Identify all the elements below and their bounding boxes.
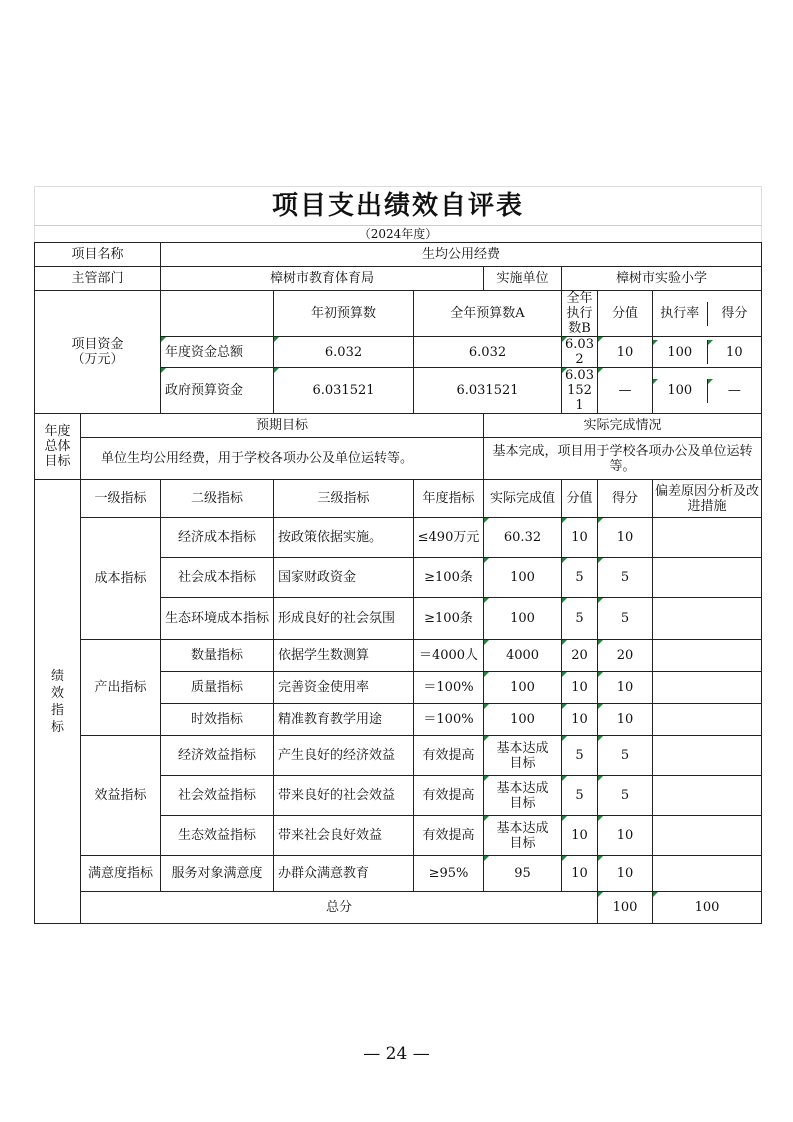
indicator-deviation <box>653 856 762 892</box>
indicator-score-got: 20 <box>598 640 653 672</box>
indicator-deviation <box>653 598 762 640</box>
indicator-target: ≥100条 <box>414 558 484 598</box>
group-output-name: 产出指标 <box>81 640 161 736</box>
indicator-l3: 产生良好的经济效益 <box>274 736 414 776</box>
total-score-got: 100 <box>653 892 762 924</box>
funds-header-1: 全年预算数A <box>414 291 562 337</box>
indicator-l3: 形成良好的社会氛围 <box>274 598 414 640</box>
indicator-score-got: 10 <box>598 856 653 892</box>
perf-header-6: 得分 <box>598 480 653 518</box>
indicator-score-value: 10 <box>562 704 598 736</box>
indicator-l2: 质量指标 <box>161 672 274 704</box>
perf-label <box>35 480 81 924</box>
indicator-actual: 60.32 <box>484 518 562 558</box>
indicator-l3: 办群众满意教育 <box>274 856 414 892</box>
perf-header-1: 二级指标 <box>161 480 274 518</box>
indicator-actual: 100 <box>484 704 562 736</box>
group-benefit-name: 效益指标 <box>81 736 161 856</box>
funds-row-gov-cell: 100 <box>653 379 708 403</box>
indicator-deviation <box>653 736 762 776</box>
perf-header-0: 一级指标 <box>81 480 161 518</box>
perf-header-2: 三级指标 <box>274 480 414 518</box>
goals-label-text: 年度总体目标 <box>44 424 71 469</box>
indicator-score-value: 10 <box>562 518 598 558</box>
funds-header-4 <box>653 291 762 337</box>
indicator-target: 有效提高 <box>414 776 484 816</box>
evaluation-table <box>34 186 762 924</box>
funds-label <box>35 291 161 414</box>
funds-row-total-cell: 6.032 <box>562 337 598 368</box>
indicator-l3: 国家财政资金 <box>274 558 414 598</box>
indicator-score-got: 10 <box>598 518 653 558</box>
indicator-score-value: 5 <box>562 558 598 598</box>
goals-expected-text: 单位生均公用经费，用于学校各项办公及单位运转等。 <box>81 438 484 480</box>
indicator-score-got: 10 <box>598 704 653 736</box>
funds-row-gov-pair <box>653 368 762 414</box>
indicator-l3: 带来良好的社会效益 <box>274 776 414 816</box>
funds-row-total-cell: 6.032 <box>414 337 562 368</box>
funds-header-0: 年初预算数 <box>274 291 414 337</box>
funds-row-total-pair <box>653 337 762 368</box>
project-name-value: 生均公用经费 <box>161 243 762 267</box>
indicator-actual <box>484 816 562 856</box>
indicator-score-got: 5 <box>598 558 653 598</box>
indicator-l2: 生态效益指标 <box>161 816 274 856</box>
dept-value: 樟树市教育体育局 <box>161 267 484 291</box>
indicator-score-got: 5 <box>598 776 653 816</box>
indicator-score-got: 10 <box>598 672 653 704</box>
indicator-actual: 100 <box>484 558 562 598</box>
impl-value: 樟树市实验小学 <box>562 267 762 291</box>
goals-actual-header: 实际完成情况 <box>484 414 762 438</box>
indicator-l2: 经济效益指标 <box>161 736 274 776</box>
indicator-actual: 100 <box>484 672 562 704</box>
indicator-deviation <box>653 518 762 558</box>
indicator-l3: 精准教育教学用途 <box>274 704 414 736</box>
goals-expected-header: 预期目标 <box>81 414 484 438</box>
funds-row-gov-cell: 6.031521 <box>414 368 562 414</box>
perf-label-text: 绩效指标 <box>50 668 64 735</box>
funds-header-5-text: 得分 <box>721 306 748 321</box>
funds-row-gov-cell: — <box>708 379 762 403</box>
group-cost-name: 成本指标 <box>81 518 161 640</box>
indicator-l2: 服务对象满意度 <box>161 856 274 892</box>
funds-label-text: 项目资金（万元） <box>71 337 124 367</box>
indicator-score-value: 10 <box>562 672 598 704</box>
indicator-score-value: 5 <box>562 598 598 640</box>
funds-row-gov-label: 政府预算资金 <box>161 368 274 414</box>
indicator-l2: 经济成本指标 <box>161 518 274 558</box>
perf-header-3: 年度指标 <box>414 480 484 518</box>
indicator-score-value: 10 <box>562 816 598 856</box>
indicator-l3: 按政策依据实施。 <box>274 518 414 558</box>
group-satisfaction-name: 满意度指标 <box>81 856 161 892</box>
indicator-score-value: 5 <box>562 776 598 816</box>
funds-row-gov-cell: 6.031521 <box>562 368 598 414</box>
funds-row-total-label: 年度资金总额 <box>161 337 274 368</box>
goals-actual-text: 基本完成，项目用于学校各项办公及单位运转等。 <box>484 438 762 480</box>
indicator-actual-text: 基本达成目标 <box>496 780 549 811</box>
indicator-target: 有效提高 <box>414 736 484 776</box>
total-score-value: 100 <box>598 892 653 924</box>
indicator-l2: 数量指标 <box>161 640 274 672</box>
indicator-actual: 95 <box>484 856 562 892</box>
indicator-actual <box>484 736 562 776</box>
indicator-deviation <box>653 816 762 856</box>
funds-row-total-cell: 10 <box>708 340 762 364</box>
indicator-deviation <box>653 640 762 672</box>
indicator-score-got: 5 <box>598 598 653 640</box>
indicator-actual <box>484 776 562 816</box>
indicator-score-value: 5 <box>562 736 598 776</box>
indicator-l3: 带来社会良好效益 <box>274 816 414 856</box>
impl-label: 实施单位 <box>484 267 562 291</box>
perf-header-7: 偏差原因分析及改进措施 <box>653 480 762 518</box>
funds-row-total-cell: 6.032 <box>274 337 414 368</box>
indicator-l3: 完善资金使用率 <box>274 672 414 704</box>
indicator-actual: 100 <box>484 598 562 640</box>
indicator-l2: 社会成本指标 <box>161 558 274 598</box>
total-label: 总分 <box>81 892 598 924</box>
indicator-deviation <box>653 558 762 598</box>
perf-header-4: 实际完成值 <box>484 480 562 518</box>
indicator-l2: 社会效益指标 <box>161 776 274 816</box>
indicator-target: ≤490万元 <box>414 518 484 558</box>
funds-header-3: 分值 <box>598 291 653 337</box>
form-subtitle: （2024年度） <box>35 226 762 243</box>
indicator-l2: 时效指标 <box>161 704 274 736</box>
funds-row-total-cell: 100 <box>653 340 708 364</box>
funds-row-total-cell: 10 <box>598 337 653 368</box>
indicator-score-value: 20 <box>562 640 598 672</box>
goals-label <box>35 414 81 480</box>
indicator-l2: 生态环境成本指标 <box>161 598 274 640</box>
funds-header-2: 全年执行数B <box>562 291 598 337</box>
project-name-label: 项目名称 <box>35 243 161 267</box>
funds-row-gov-cell: 6.031521 <box>274 368 414 414</box>
indicator-score-got: 10 <box>598 816 653 856</box>
indicator-target: ≥100条 <box>414 598 484 640</box>
indicator-score-value: 10 <box>562 856 598 892</box>
indicator-actual: 4000 <box>484 640 562 672</box>
funds-header-blank <box>161 291 274 337</box>
indicator-deviation <box>653 672 762 704</box>
indicator-l3: 依据学生数测算 <box>274 640 414 672</box>
perf-header-5: 分值 <box>562 480 598 518</box>
indicator-target: ＝4000人 <box>414 640 484 672</box>
indicator-deviation <box>653 776 762 816</box>
indicator-deviation <box>653 704 762 736</box>
indicator-score-got: 5 <box>598 736 653 776</box>
indicator-target: ≥95% <box>414 856 484 892</box>
evaluation-form <box>34 186 761 924</box>
page-number: — 24 — <box>363 1044 430 1064</box>
indicator-actual-text: 基本达成目标 <box>496 820 549 851</box>
indicator-actual-text: 基本达成目标 <box>496 740 549 771</box>
funds-header-4-text: 执行率 <box>653 302 708 326</box>
form-title: 项目支出绩效自评表 <box>35 187 762 226</box>
dept-label: 主管部门 <box>35 267 161 291</box>
funds-row-gov-cell: — <box>598 368 653 414</box>
indicator-target: 有效提高 <box>414 816 484 856</box>
indicator-target: ＝100% <box>414 672 484 704</box>
indicator-target: ＝100% <box>414 704 484 736</box>
